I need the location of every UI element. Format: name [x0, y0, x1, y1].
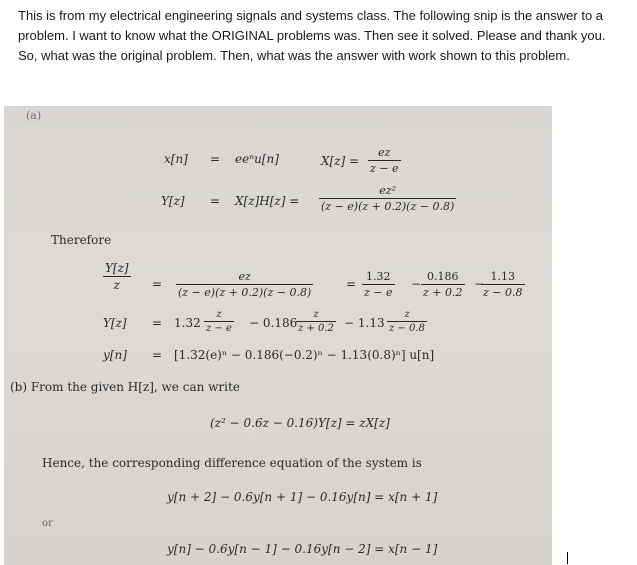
therefore-label: Therefore	[51, 233, 112, 247]
pf-term3-denominator: z − 0.8	[483, 286, 523, 299]
xz-numerator: ez	[378, 146, 391, 159]
yz-frac-3	[387, 309, 427, 334]
xz-lhs: X[z] =	[321, 154, 360, 168]
pf-term3	[481, 270, 525, 299]
pf-numerator: ez	[238, 270, 251, 283]
yz-frac-1-denominator: z − e	[206, 323, 232, 334]
pf-equals-2: =	[346, 277, 357, 291]
part-a-label: (a)	[26, 109, 42, 122]
hence-text: Hence, the corresponding difference equation of the system is	[42, 456, 422, 470]
yz-frac-2-denominator: z + 0.2	[298, 323, 334, 334]
eq2-equals: =	[210, 194, 221, 208]
yz-frac-2	[296, 309, 336, 334]
yz-frac-3-denominator: z − 0.8	[389, 323, 425, 334]
part-b-heading: (b) From the given H[z], we can write	[10, 380, 240, 394]
part-b-eq1: (z² − 0.6z − 0.16)Y[z] = zX[z]	[210, 416, 390, 430]
yn-equals: =	[152, 348, 163, 362]
pf-term1	[362, 270, 395, 299]
part-b-eq2: y[n + 2] − 0.6y[n + 1] − 0.16y[n] = x[n + 1]	[167, 490, 438, 504]
eq1-lhs: x[n]	[164, 152, 188, 166]
pf-term2	[421, 270, 465, 299]
pf-fraction	[176, 270, 313, 299]
pf-lhs-numerator: Y[z]	[105, 261, 129, 275]
yz-lhs: Y[z]	[103, 316, 127, 330]
or-label: or	[42, 518, 53, 529]
yz-coef-1: 1.32	[174, 316, 201, 330]
yz-frac-1	[204, 309, 234, 334]
yz-equals: =	[152, 316, 163, 330]
pf-term1-numerator: 1.32	[366, 270, 391, 283]
pf-lhs-fraction	[103, 261, 131, 292]
eq2-fraction	[319, 184, 456, 213]
eq2-denominator: (z − e)(z + 0.2)(z − 0.8)	[321, 200, 455, 213]
yn-lhs: y[n]	[103, 348, 127, 362]
yz-frac-1-numerator: z	[216, 309, 222, 320]
pf-denominator: (z − e)(z + 0.2)(z − 0.8)	[178, 286, 312, 299]
text-cursor	[567, 552, 568, 564]
yz-frac-2-numerator: z	[313, 309, 319, 320]
xz-denominator: z − e	[370, 162, 399, 175]
eq2-lhs: Y[z]	[161, 194, 185, 208]
pf-term2-denominator: z + 0.2	[423, 286, 463, 299]
eq1-equals: =	[210, 152, 221, 166]
solution-photo	[4, 106, 552, 565]
yz-coef-3: − 1.13	[344, 316, 385, 330]
eq1-rhs: eeⁿu[n]	[235, 152, 279, 166]
eq2-rhs: X[z]H[z] =	[235, 194, 300, 208]
pf-equals: =	[152, 277, 163, 291]
pf-term2-numerator: 0.186	[427, 270, 459, 283]
yn-rhs: [1.32(e)ⁿ − 0.186(−0.2)ⁿ − 1.13(0.8)ⁿ] u[n]	[174, 348, 435, 362]
pf-minus-1: −	[411, 277, 422, 291]
pf-lhs-denominator: z	[103, 276, 131, 292]
pf-term3-numerator: 1.13	[490, 270, 515, 283]
pf-term1-denominator: z − e	[364, 286, 393, 299]
yz-coef-2: − 0.186	[249, 316, 298, 330]
pf-minus-2: −	[474, 277, 485, 291]
part-b-eq3: y[n] − 0.6y[n − 1] − 0.16y[n − 2] = x[n − 1]	[167, 542, 438, 556]
xz-fraction	[368, 146, 401, 175]
yz-frac-3-numerator: z	[404, 309, 410, 320]
eq2-numerator: ez²	[379, 184, 396, 197]
question-text: This is from my electrical engineering signals and systems class. The following snip is the answer to a problem. I want to know what the ORIGINAL problems was. Then see it solved. Please and thank you. So, what was the original problem. Then, what was the answer with work shown to this problem.	[18, 8, 606, 63]
